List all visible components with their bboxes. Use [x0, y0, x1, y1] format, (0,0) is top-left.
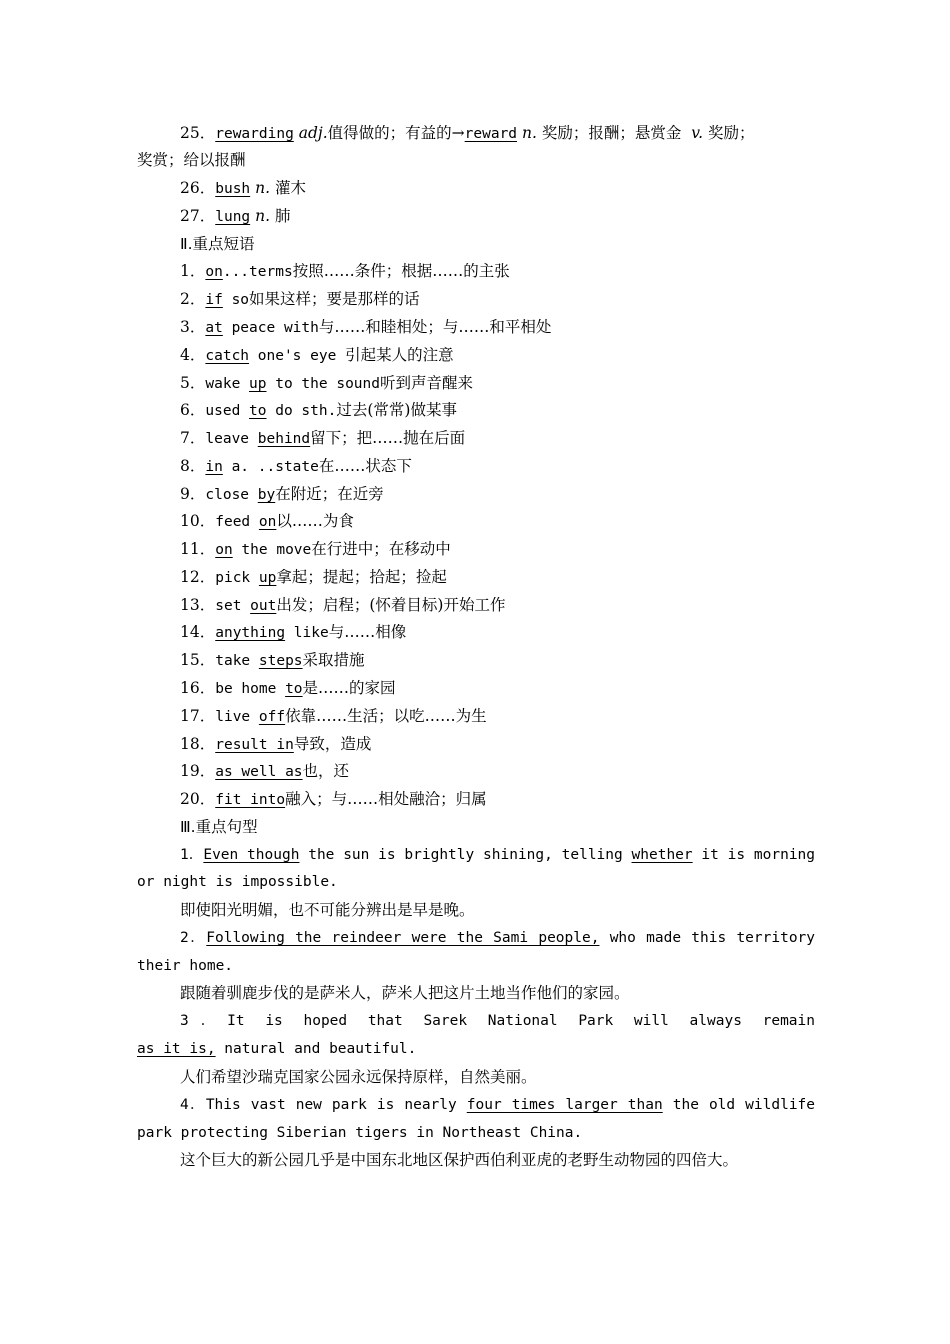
answer-blank: on	[258, 514, 277, 530]
phrase-item: 1．on...terms按照……条件；根据……的主张	[180, 262, 510, 280]
sentence-1-translation: 即使阳光明媚，也不可能分辨出是早是晚。	[180, 901, 475, 919]
sentence-3-translation: 人们希望沙瑞克国家公园永远保持原样，自然美丽。	[180, 1068, 537, 1086]
answer-blank: by	[257, 487, 276, 503]
phrase-item: 5．wake up to the sound听到声音醒来	[180, 374, 474, 392]
sentence-3-line-2: as it is, natural and beautiful.	[137, 1041, 417, 1057]
meaning: 肺	[274, 207, 291, 225]
phrase-item: 6．used to do sth.过去(常常)做某事	[180, 401, 457, 419]
item-number: 19．	[180, 762, 216, 780]
vocab-item-25	[137, 120, 815, 146]
answer-blank: bush	[215, 181, 251, 197]
meaning: 与……相像	[328, 623, 407, 641]
item-number: 5．	[180, 374, 206, 392]
sentence-4-line-1: 4．This vast new park is nearly four times larger than the old wildlife	[180, 1097, 816, 1113]
answer-blank: as well as	[215, 764, 303, 780]
item-number: 3．	[180, 1013, 228, 1029]
meaning: 留下；把……抛在后面	[310, 429, 466, 447]
phrase-item: 15．take steps采取措施	[180, 651, 365, 669]
phrase-item: 8．in a. ..state在……状态下	[180, 457, 412, 475]
meaning: 在行进中；在移动中	[311, 540, 451, 558]
meaning: 以……为食	[276, 512, 354, 530]
meaning: 是……的家园	[302, 679, 396, 697]
answer-blank: if	[205, 292, 223, 308]
answer-blank: steps	[258, 653, 303, 669]
answer-blank: catch	[205, 348, 250, 364]
meaning: 融入；与……相处融洽；归属	[285, 790, 487, 808]
answer-blank: result in	[215, 737, 294, 753]
sentence-3-line-1: 3．It is hoped that Sarek National Park will always remain	[180, 1013, 816, 1029]
phrase-item: 7．leave behind留下；把……抛在后面	[180, 429, 466, 447]
phrase-item	[137, 758, 815, 784]
meaning: 奖赏；给以报酬	[137, 151, 246, 169]
answer-blank: reward	[464, 126, 518, 142]
item-number: 8．	[180, 457, 206, 475]
phrase-item: 4．catch one's eye 引起某人的注意	[180, 346, 454, 364]
phrase-item: 3．at peace with与……和睦相处；与……和平相处	[180, 318, 552, 336]
part-of-speech: adj.	[298, 124, 328, 142]
answer-blank: Following the reindeer were the Sami people,	[206, 930, 600, 946]
sentence-2-line-2: their home.	[137, 958, 234, 974]
part-of-speech: v.	[691, 124, 704, 142]
item-number: 9．	[180, 485, 206, 503]
meaning: 奖励；报酬；悬赏金	[541, 124, 682, 142]
item-number: 17．	[180, 707, 216, 725]
sentence-4-line-2: park protecting Siberian tigers in Northeast China.	[137, 1125, 583, 1141]
item-number: 10．	[180, 512, 216, 530]
answer-blank: lung	[215, 209, 251, 225]
item-number: 7．	[180, 429, 206, 447]
section-heading-phrases: Ⅱ.重点短语	[180, 235, 255, 253]
item-number: 3．	[180, 318, 206, 336]
vocab-item-26	[137, 175, 815, 201]
meaning: 也，还	[302, 762, 350, 780]
item-number: 25．	[180, 124, 216, 142]
phrase-item: 12．pick up拿起；提起；拾起；捡起	[180, 568, 447, 586]
answer-blank: four times larger than	[466, 1097, 663, 1113]
item-number: 1．	[180, 262, 206, 280]
meaning: 灌木	[274, 179, 306, 197]
meaning: 在……状态下	[318, 457, 412, 475]
item-number: 6．	[180, 401, 206, 419]
vocab-item-25-continued	[137, 147, 815, 173]
meaning: 在附近；在近旁	[275, 485, 384, 503]
part-of-speech: n.	[255, 179, 271, 197]
meaning: 过去(常常)做某事	[336, 401, 457, 419]
sentence-2-translation: 跟随着驯鹿步伐的是萨米人，萨米人把这片土地当作他们的家园。	[180, 984, 630, 1002]
answer-blank: on	[205, 264, 223, 280]
answer-blank: up	[249, 376, 267, 392]
meaning: 值得做的；有益的→	[327, 124, 465, 142]
meaning: 采取措施	[302, 651, 365, 669]
part-of-speech: n.	[521, 124, 537, 142]
item-number: 11．	[180, 540, 216, 558]
item-number: 13．	[180, 596, 216, 614]
item-number: 12．	[180, 568, 216, 586]
meaning: 奖励；	[708, 124, 755, 142]
answer-blank: rewarding	[215, 126, 294, 142]
phrase-item: 16．be home to是……的家园	[180, 679, 396, 697]
phrase-item: 9．close by在附近；在近旁	[180, 485, 384, 503]
phrase-item: 14．anything like与……相像	[180, 623, 407, 641]
vocab-item-27	[137, 203, 815, 229]
answer-blank: behind	[257, 431, 311, 447]
phrase-item	[137, 731, 815, 757]
item-number: 26．	[180, 179, 216, 197]
item-number: 2．	[180, 290, 206, 308]
meaning: 拿起；提起；拾起；捡起	[276, 568, 447, 586]
phrase-item: 11．on the move在行进中；在移动中	[180, 540, 451, 558]
phrase-item: 10．feed on以……为食	[180, 512, 354, 530]
answer-blank: out	[250, 598, 277, 614]
item-number: 20．	[180, 790, 216, 808]
phrase-item: 2．if so如果这样；要是那样的话	[180, 290, 420, 308]
sentence-1-line-1: 1．Even though the sun is brightly shining, telling whether it is morning	[180, 847, 816, 863]
meaning: 引起某人的注意	[345, 346, 454, 364]
phrase-item: 17．live off依靠……生活；以吃……为生	[180, 707, 487, 725]
meaning: 与……和睦相处；与……和平相处	[318, 318, 552, 336]
answer-blank: off	[258, 709, 286, 725]
answer-blank: whether	[631, 847, 693, 863]
answer-blank: to	[285, 681, 303, 697]
meaning: 按照……条件；根据……的主张	[292, 262, 510, 280]
item-number: 18．	[180, 735, 216, 753]
answer-blank: anything	[215, 625, 286, 641]
answer-blank: fit into	[215, 792, 286, 808]
item-number: 4．	[180, 1097, 206, 1113]
answer-blank: up	[258, 570, 277, 586]
item-number: 14．	[180, 623, 216, 641]
answer-blank: on	[215, 542, 233, 558]
answer-blank: at	[205, 320, 223, 336]
sentence-1-line-2: or night is impossible.	[137, 874, 338, 890]
answer-blank: to	[249, 403, 267, 419]
phrase-item: 13．set out出发；启程；(怀着目标)开始工作	[180, 596, 506, 614]
item-number: 27．	[180, 207, 216, 225]
answer-blank: in	[205, 459, 223, 475]
item-number: 16．	[180, 679, 216, 697]
phrase-item	[137, 786, 815, 812]
answer-blank: Even though	[203, 847, 300, 863]
item-number: 1．	[180, 847, 204, 863]
meaning: 出发；启程；(怀着目标)开始工作	[276, 596, 506, 614]
meaning: 听到声音醒来	[380, 374, 474, 392]
part-of-speech: n.	[255, 207, 271, 225]
meaning: 依靠……生活；以吃……为生	[285, 707, 487, 725]
item-number: 15．	[180, 651, 216, 669]
meaning: 导致，造成	[293, 735, 372, 753]
meaning: 如果这样；要是那样的话	[249, 290, 420, 308]
item-number: 2．	[180, 930, 207, 946]
answer-blank: as it is,	[137, 1041, 216, 1057]
section-heading-sentences: Ⅲ.重点句型	[180, 818, 258, 836]
item-number: 4．	[180, 346, 206, 364]
sentence-4-translation: 这个巨大的新公园几乎是中国东北地区保护西伯利亚虎的老野生动物园的四倍大。	[180, 1151, 739, 1169]
sentence-2-line-1: 2．Following the reindeer were the Sami people, who made this territory	[180, 930, 816, 946]
